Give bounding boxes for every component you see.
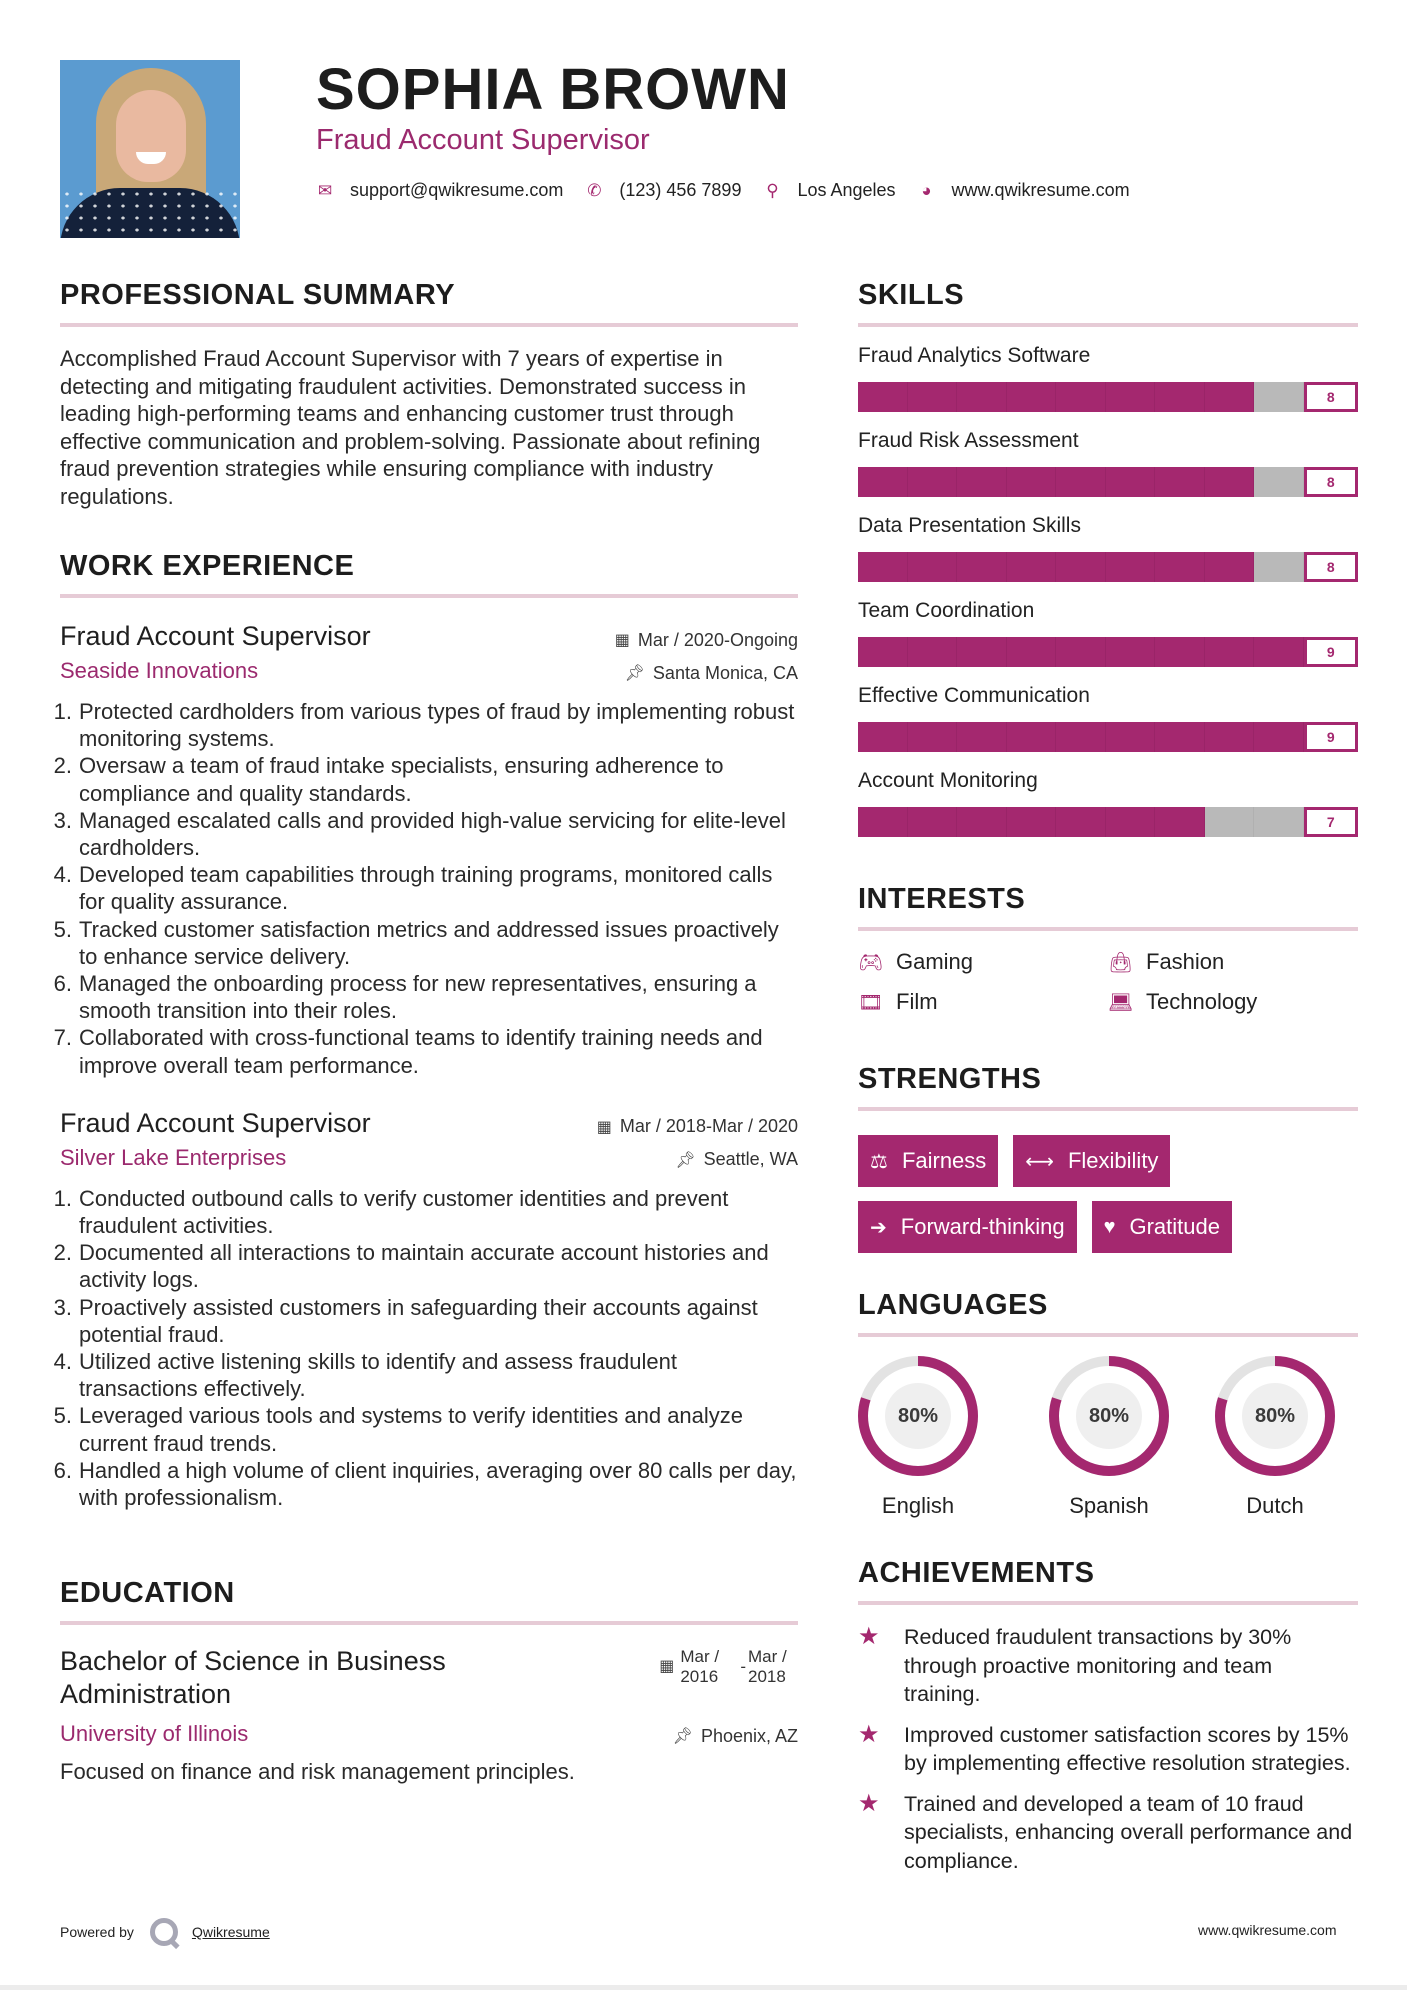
professional-summary-section (60, 275, 798, 510)
contact-email[interactable] (316, 180, 563, 201)
laptop-icon: 💻︎ (1108, 991, 1134, 1014)
skill-rating-bar (858, 722, 1358, 752)
phone-icon: ✆ (587, 180, 602, 200)
qwikresume-logo-icon (150, 1918, 178, 1946)
calendar-icon: ▦ (614, 632, 630, 649)
degree-title: Bachelor of Science in Business Administration (60, 1646, 446, 1710)
achievement-item: ★ Trained and developed a team of 10 fraud specialists, enhancing overall performance and compliance. (858, 1790, 1358, 1876)
skill-item (858, 511, 1358, 582)
skill-item (858, 596, 1358, 667)
language-item (1192, 1355, 1358, 1519)
job-entry (53, 1105, 798, 1511)
heart-icon: ♥ (1103, 1215, 1116, 1238)
job-location: Seattle, WA (703, 1149, 798, 1170)
map-pin-icon: ⚲ (766, 180, 779, 200)
candidate-title: Fraud Account Supervisor (316, 124, 650, 156)
list-item: 1. Conducted outbound calls to verify customer identities and prevent fraudulent activities. (53, 1185, 729, 1239)
contact-phone[interactable] (585, 180, 741, 201)
achievement-item: ★ Improved customer satisfaction scores by 15% by implementing effective resolution strategies. (858, 1721, 1358, 1778)
list-item: 2. Documented all interactions to maintain accurate account histories and activity logs. (53, 1240, 769, 1293)
contact-website-text: www.qwikresume.com (951, 180, 1130, 200)
skill-item (858, 426, 1358, 497)
language-percent: 80% (1076, 1383, 1142, 1449)
job-bullets (53, 698, 798, 1079)
skill-rating-bar (858, 382, 1358, 412)
interest-technology: 💻︎ Technology (1108, 989, 1258, 1014)
section-divider (858, 1333, 1358, 1337)
job-role: Fraud Account Supervisor (60, 621, 371, 651)
achievements-section (858, 1553, 1358, 1875)
language-percent: 80% (1242, 1383, 1308, 1449)
job-bullets (53, 1185, 798, 1511)
language-item (858, 1355, 978, 1519)
contact-email-text: support@qwikresume.com (350, 180, 564, 200)
skill-score-badge: 8 (1304, 467, 1359, 497)
section-heading: INTERESTS (858, 883, 1026, 915)
section-heading: PROFESSIONAL SUMMARY (60, 279, 456, 311)
languages-list (858, 1355, 1358, 1519)
section-heading: LANGUAGES (858, 1289, 1048, 1321)
skill-name: Fraud Analytics Software (858, 344, 1091, 367)
strength-chip-flexibility: ⟷ Flexibility (1013, 1135, 1170, 1187)
pushpin-icon: 📌︎ (624, 665, 645, 682)
skill-rating-bar (858, 807, 1358, 837)
strength-chip-gratitude: ♥ Gratitude (1092, 1201, 1232, 1253)
contact-phone-text: (123) 456 7899 (619, 180, 742, 200)
section-heading: EDUCATION (60, 1577, 235, 1610)
list-item: 7. Collaborated with cross-functional teams to identify training needs and improve overall team performance. (53, 1025, 763, 1078)
job-dates: Mar / 2018-Mar / 2020 (619, 1116, 798, 1137)
list-item: 4. Utilized active listening skills to identify and assess fraudulent transactions effectively. (53, 1349, 677, 1402)
arrow-right-icon: ➔ (870, 1216, 887, 1239)
contact-location (763, 180, 895, 201)
contact-location-text: Los Angeles (797, 180, 896, 200)
skill-score-badge: 8 (1304, 382, 1359, 412)
list-item: 3. Proactively assisted customers in safeguarding their accounts against potential fraud. (53, 1294, 758, 1347)
section-divider (858, 927, 1358, 931)
contact-bar (316, 180, 1152, 201)
language-name: Dutch (1246, 1493, 1304, 1518)
list-item: 6. Managed the onboarding process for new representatives, ensuring a smooth transition into their roles. (53, 971, 757, 1024)
languages-section (858, 1285, 1358, 1519)
achievement-item: ★ Reduced fraudulent transactions by 30% through proactive monitoring and team training. (858, 1623, 1358, 1709)
summary-text: Accomplished Fraud Account Supervisor with 7 years of expertise in detecting and mitigating fraudulent activities. Demonstrated success in leading high-performing teams and enhancing customer trust through effective communication and problem-solving. Passionate about refining fraud prevention strategies while ensuring compliance with industry regulations. (60, 346, 761, 509)
gamepad-icon: 🎮︎ (858, 951, 884, 974)
interest-film: 🎞︎ Film (858, 989, 938, 1014)
contact-website[interactable] (918, 180, 1130, 201)
section-heading: SKILLS (858, 279, 965, 311)
skill-score-badge: 7 (1304, 807, 1359, 837)
star-icon: ★ (858, 1720, 880, 1748)
right-column (858, 275, 1358, 1875)
section-divider (858, 1107, 1358, 1111)
list-item: 1. Protected cardholders from various types of fraud by implementing robust monitoring systems. (53, 699, 795, 752)
skills-section (858, 275, 1358, 837)
arrows-horizontal-icon: ⟷ (1025, 1150, 1054, 1173)
job-location: Santa Monica, CA (652, 662, 798, 683)
skill-score-badge: 8 (1304, 552, 1359, 582)
language-item (1026, 1355, 1192, 1519)
interest-fashion: 👜︎ Fashion (1108, 949, 1225, 974)
language-name: Spanish (1069, 1493, 1149, 1518)
section-divider (858, 1601, 1358, 1605)
language-name: English (881, 1493, 955, 1518)
section-heading: WORK EXPERIENCE (60, 550, 355, 582)
list-item: 3. Managed escalated calls and provided high-value servicing for elite-level cardholders. (53, 807, 786, 861)
candidate-name: SOPHIA BROWN (316, 57, 790, 122)
section-divider (60, 594, 798, 598)
section-divider (60, 1621, 798, 1625)
skill-name: Effective Communication (858, 684, 1090, 707)
strength-chip-fairness: ⚖ Fairness (858, 1135, 998, 1187)
globe-icon: ◕ (921, 180, 932, 200)
star-icon: ★ (858, 1623, 880, 1650)
qwikresume-link[interactable]: Qwikresume (191, 1924, 270, 1940)
section-heading: ACHIEVEMENTS (858, 1557, 1095, 1589)
language-progress-ring (1214, 1355, 1336, 1477)
job-entry (53, 618, 798, 1079)
list-item: 6. Handled a high volume of client inquiries, averaging over 80 calls per day, with professionalism. (53, 1457, 797, 1511)
interests-section (858, 879, 1358, 1015)
education-dates: ▦ Mar / 2016 - Mar / 2018 (659, 1647, 798, 1711)
skill-rating-bar (858, 552, 1358, 582)
list-item: 4. Developed team capabilities through training programs, monitored calls for quality assurance. (53, 862, 773, 915)
skill-rating-bar (858, 467, 1358, 497)
footer-website[interactable]: www.qwikresume.com (1198, 1922, 1337, 1938)
balance-scale-icon: ⚖ (870, 1150, 888, 1173)
strength-chip-forward-thinking: ➔ Forward-thinking (858, 1201, 1077, 1253)
section-heading: STRENGTHS (858, 1063, 1042, 1095)
list-item: 2. Oversaw a team of fraud intake specialists, ensuring adherence to compliance and quality standards. (53, 753, 724, 806)
language-percent: 80% (885, 1383, 951, 1449)
language-progress-ring (857, 1355, 979, 1477)
job-company: Silver Lake Enterprises (60, 1144, 287, 1170)
education-section (60, 1573, 798, 1785)
job-dates: Mar / 2020-Ongoing (637, 629, 798, 650)
skill-name: Team Coordination (858, 599, 1035, 622)
interest-gaming: 🎮︎ Gaming (858, 949, 974, 974)
section-divider (858, 323, 1358, 327)
skill-name: Data Presentation Skills (858, 514, 1081, 537)
strengths-section (858, 1059, 1358, 1253)
education-description: Focused on finance and risk management principles. (60, 1759, 575, 1785)
pushpin-icon: 📌︎ (672, 1728, 693, 1746)
school-location: Phoenix, AZ (700, 1725, 798, 1746)
section-divider (60, 323, 798, 327)
skill-name: Account Monitoring (858, 769, 1038, 792)
skill-rating-bar (858, 637, 1358, 667)
job-role: Fraud Account Supervisor (60, 1107, 371, 1138)
calendar-icon: ▦ (659, 1658, 675, 1676)
list-item: 5. Leveraged various tools and systems to verify identities and analyze current fraud trends. (53, 1403, 744, 1456)
envelope-icon: ✉ (317, 180, 333, 200)
film-icon: 🎞︎ (858, 991, 884, 1014)
skill-score-badge: 9 (1304, 722, 1359, 752)
skill-item (858, 341, 1358, 412)
page-bottom-edge (0, 1985, 1407, 1990)
skills-list (858, 341, 1358, 837)
left-column (53, 275, 798, 1785)
skill-item (858, 681, 1358, 752)
work-experience-section (53, 546, 798, 1511)
pushpin-icon: 📌︎ (675, 1151, 696, 1169)
list-item: 5. Tracked customer satisfaction metrics and addressed issues proactively to enhance service delivery. (53, 916, 779, 969)
footer-powered-by: Powered by Qwikresume (60, 1918, 270, 1946)
profile-photo (60, 60, 240, 238)
skill-name: Fraud Risk Assessment (858, 429, 1079, 452)
language-progress-ring (1048, 1355, 1170, 1477)
skill-score-badge: 9 (1304, 637, 1359, 667)
school-name: University of Illinois (60, 1721, 249, 1747)
shopping-bag-icon: 👜︎ (1108, 951, 1134, 974)
job-company: Seaside Innovations (60, 658, 259, 683)
star-icon: ★ (858, 1789, 880, 1817)
skill-item (858, 766, 1358, 837)
calendar-icon: ▦ (596, 1118, 612, 1136)
